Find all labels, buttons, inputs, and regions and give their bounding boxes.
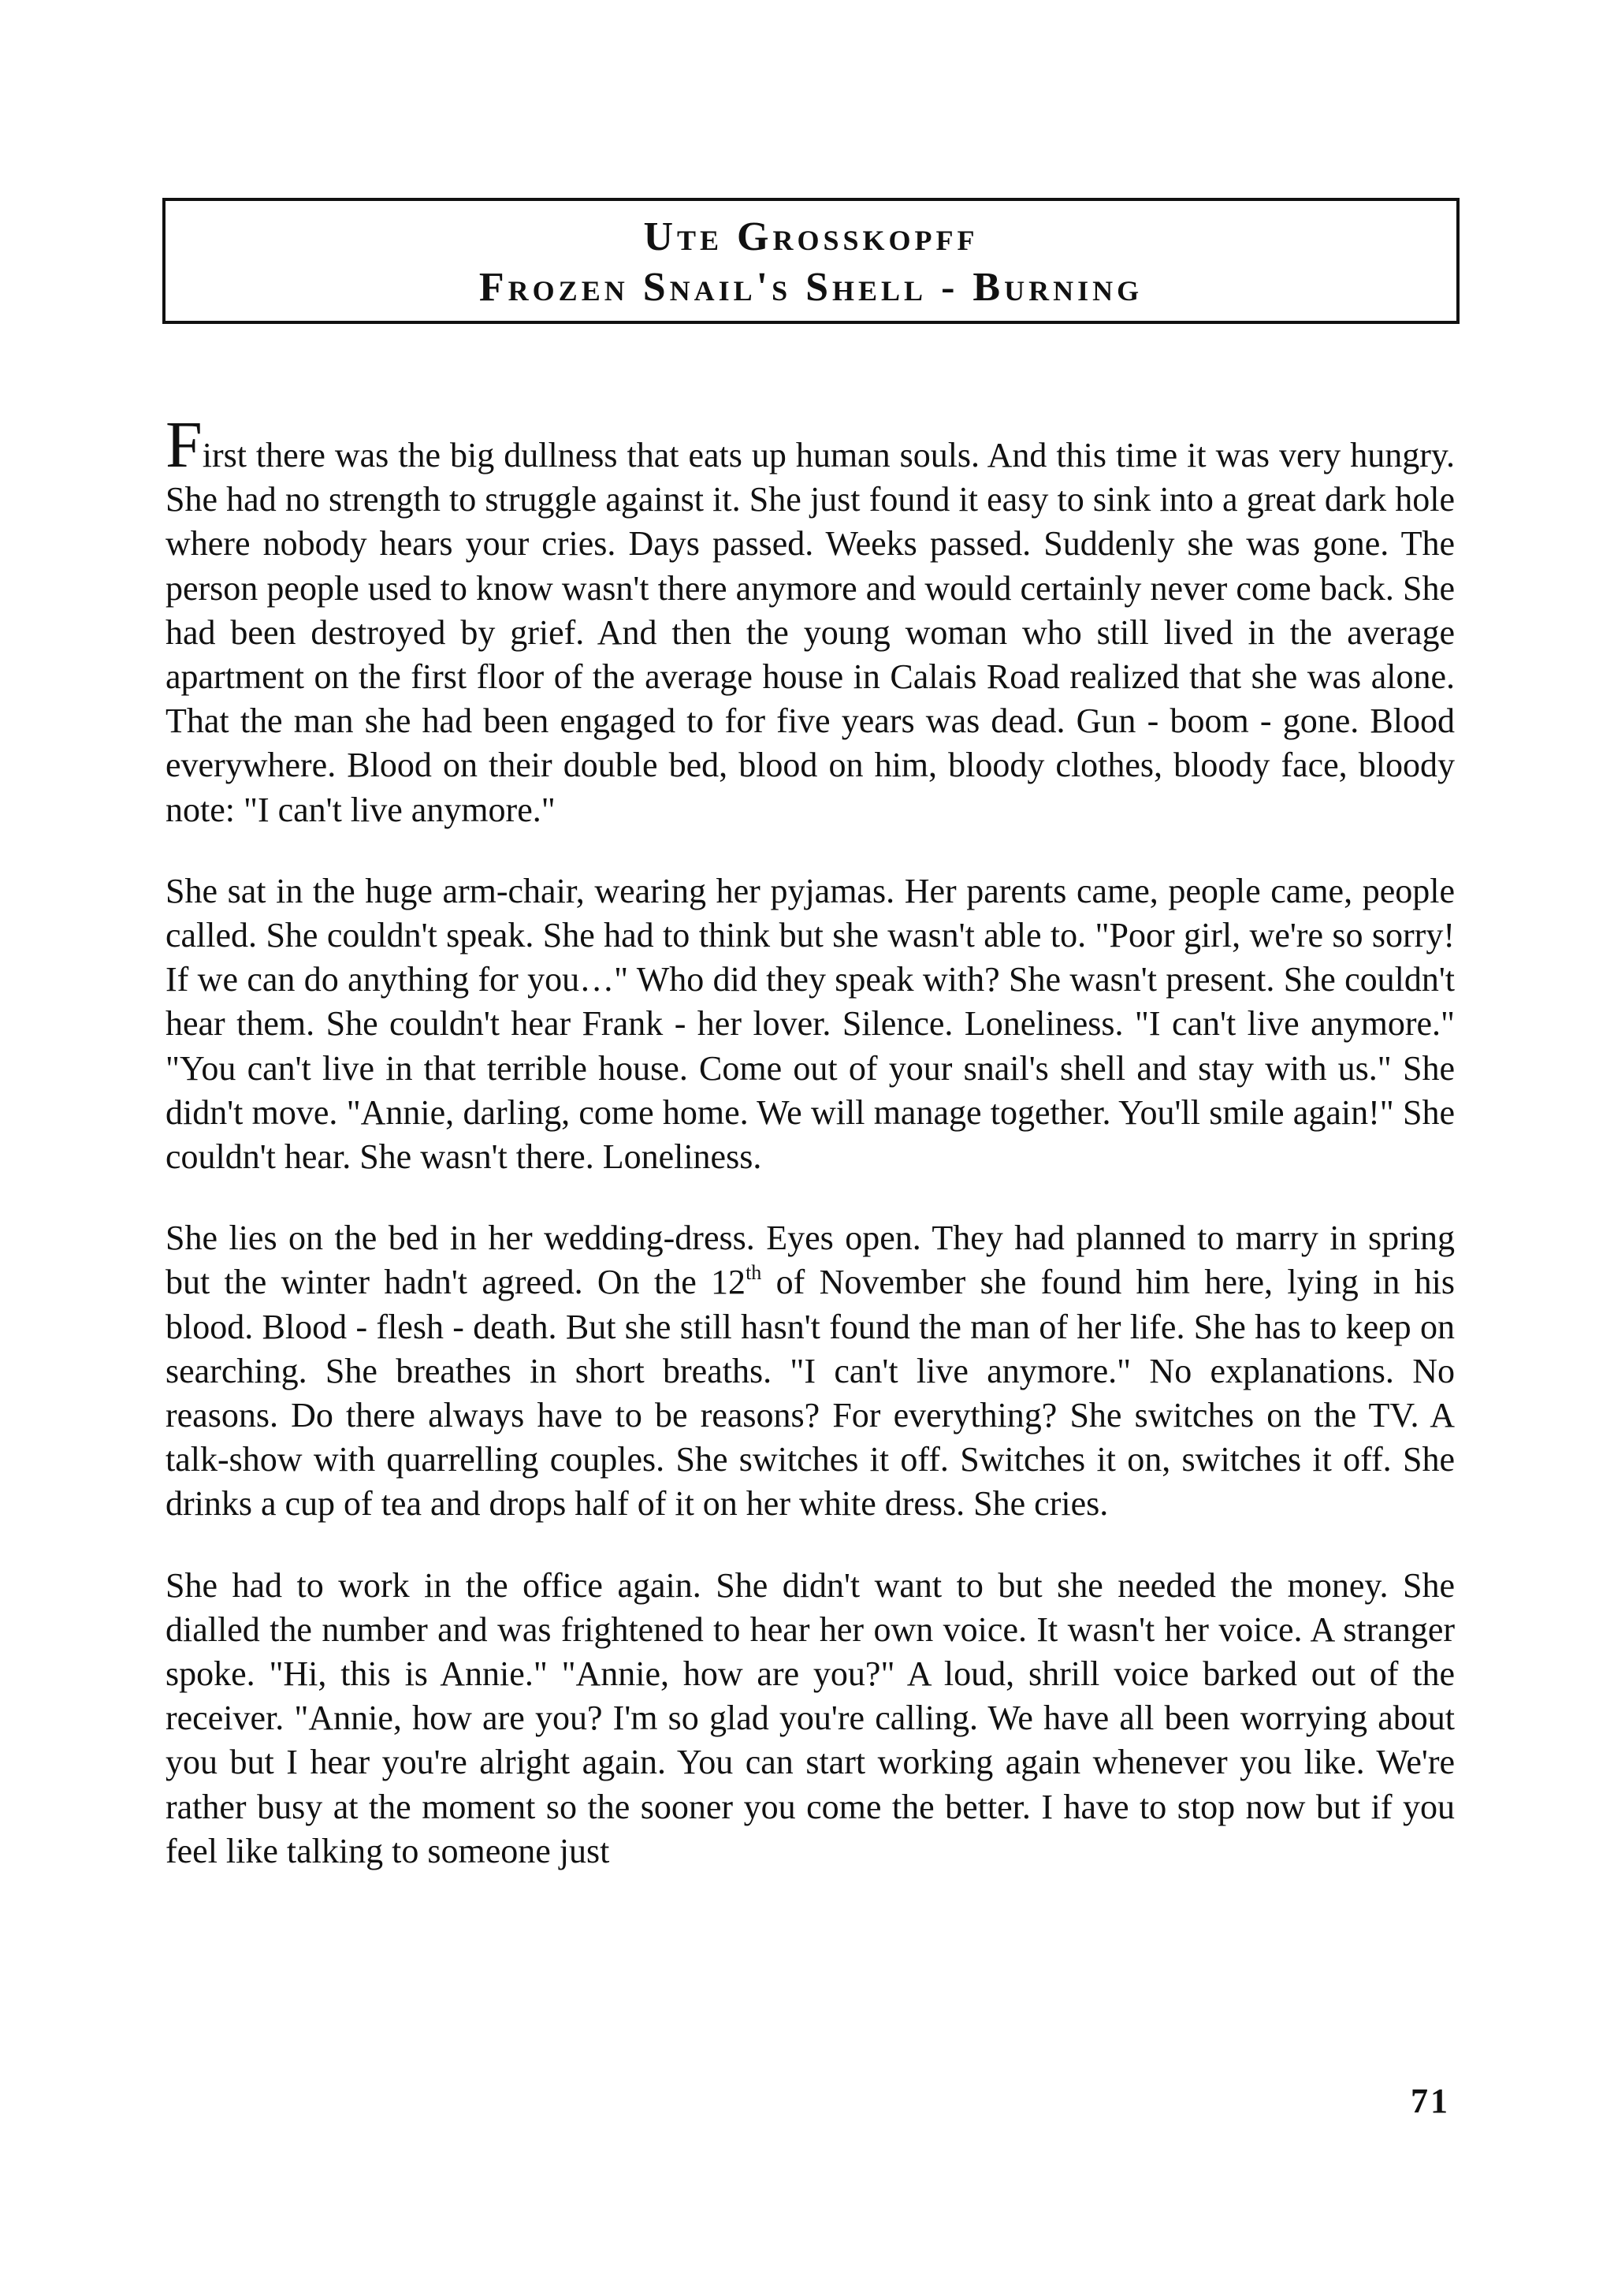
drop-cap: F	[165, 408, 203, 482]
author-name: Ute Grosskopff	[643, 214, 979, 259]
story-title: Frozen Snail's Shell - Burning	[478, 265, 1144, 310]
page-number: 71	[1411, 2082, 1450, 2120]
paragraph-1-text: irst there was the big dullness that eats up human souls. And this time it was very hungry. She had no strength to struggle against it. She just found it easy to sink into a great dark hole where nobody hears your cries. Days passed. Weeks passed. Suddenly she was gone. The person people used to know wasn't there anymore and would certainly never come back. She had been destroyed by grief. And then the young woman who still lived in the average apartment on the first floor of the average house in Calais Road realized that she was alone. That the man she had been engaged to for five years was dead. Gun - boom - gone. Blood everywhere. Blood on their double bed, blood on him, bloody clothes, bloody face, bloody note: "I can't live anymore."	[165, 436, 1455, 829]
paragraph-3-text-start: She lies on the bed in her wedding-dress. Eyes open. They had planned to marry in spring but the winter hadn't agreed. On the 12	[165, 1219, 1455, 1302]
paragraph-1	[165, 408, 1455, 832]
paragraph-4: She had to work in the office again. She didn't want to but she needed the money. She dialled the number and was frightened to hear her own voice. It wasn't her voice. A stranger spoke. "Hi, this is Annie." "Annie, how are you?" A loud, shrill voice barked out of the receiver. "Annie, how are you? I'm so glad you're calling. We have all been worrying about you but I hear you're alright again. You can start working again whenever you like. We're rather busy at the moment so the sooner you come the better. I have to stop now but if you feel like talking to someone just	[165, 1565, 1455, 1870]
title-box	[162, 198, 1460, 324]
ordinal-suffix: th	[746, 1261, 762, 1285]
paragraph-3-text-end: of November she found him here, lying in his blood. Blood - flesh - death. But she still hasn't found the man of her life. She has to keep on searching. She breathes in short breaths. "I can't live anymore." No explanations. No reasons. Do there always have to be reasons? For everything? She switches on the TV. A talk-show with quarrelling couples. She switches it off. Switches it on, switches it off. She drinks a cup of tea and drops half of it on her white dress. She cries.	[165, 1263, 1455, 1524]
paragraph-2: She sat in the huge arm-chair, wearing her pyjamas. Her parents came, people came, people called. She couldn't speak. She had to think but she wasn't able to. "Poor girl, we're so sorry! If we can do anything for you…" Who did they speak with? She wasn't present. She couldn't hear them. She couldn't hear Frank - her lover. Silence. Loneliness. "I can't live anymore." "You can't live in that terrible house. Come out of your snail's shell and stay with us." She didn't move. "Annie, darling, come home. We will manage together. You'll smile again!" She couldn't hear. She wasn't there. Loneliness.	[165, 871, 1455, 1177]
story-body	[165, 408, 1455, 1911]
paragraph-3	[165, 1216, 1455, 1526]
